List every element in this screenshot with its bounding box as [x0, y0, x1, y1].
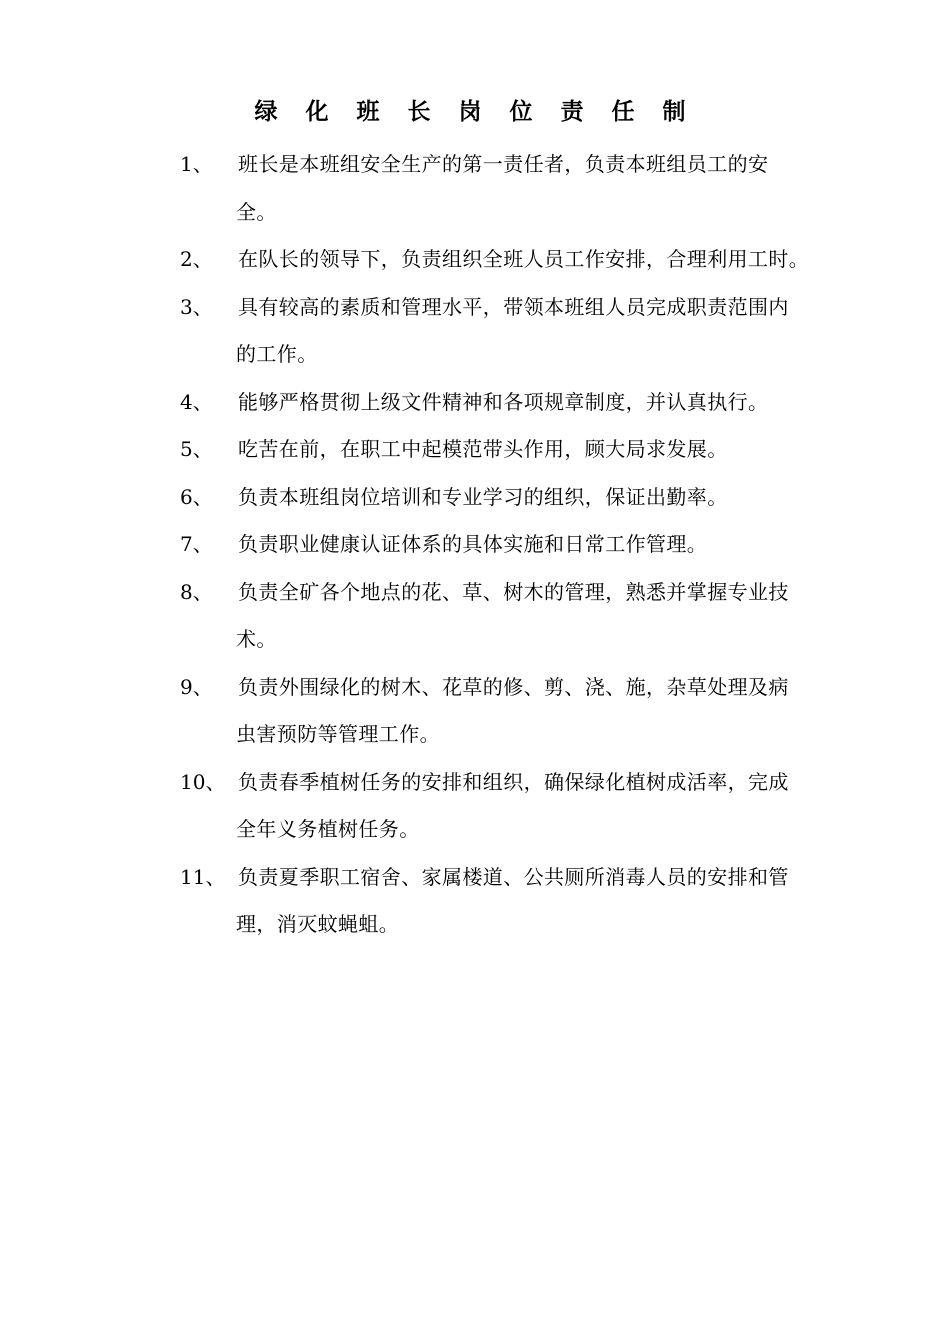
item-number: 6、 [180, 484, 213, 509]
item-text-line: 负责全矿各个地点的花、草、树木的管理，熟悉并掌握专业技 [238, 579, 789, 604]
item-number: 2、 [180, 247, 213, 271]
item-text-line: 术。 [236, 627, 277, 651]
list-item [180, 379, 850, 427]
list-item [180, 426, 850, 474]
item-text [238, 379, 844, 427]
list-item [180, 664, 850, 759]
item-text-line: 负责夏季职工宿舍、家属楼道、公共厕所消毒人员的安排和管 [238, 864, 789, 889]
item-text [238, 569, 844, 664]
item-text-line: 班长是本班组安全生产的第一责任者，负责本班组员工的安 [238, 152, 769, 176]
item-number: 4、 [180, 389, 213, 414]
list-item [180, 521, 850, 569]
item-text-line: 能够严格贯彻上级文件精神和各项规章制度，并认真执行。 [238, 389, 769, 414]
item-text [238, 759, 844, 854]
list-item [180, 474, 850, 522]
item-text-line: 吃苦在前，在职工中起模范带头作用，顾大局求发展。 [238, 437, 728, 461]
item-text [238, 426, 844, 474]
item-number: 3、 [180, 294, 213, 319]
item-text-line: 理，消灭蚊蝇蛆。 [236, 912, 400, 936]
item-text [238, 664, 844, 759]
item-text [238, 521, 844, 569]
item-text-line: 的工作。 [236, 342, 318, 366]
item-number: 1、 [180, 152, 213, 176]
item-text-line: 负责春季植树任务的安排和组织，确保绿化植树成活率，完成 [238, 769, 789, 794]
item-text [238, 474, 844, 522]
item-number: 9、 [180, 674, 213, 699]
page-title: 绿 化 班 长 岗 位 责 任 制 [254, 99, 696, 125]
item-text [238, 854, 844, 949]
list-item [180, 854, 850, 949]
item-number: 8、 [180, 579, 213, 604]
responsibility-list [180, 141, 850, 949]
item-text [238, 236, 844, 284]
item-number: 5、 [180, 437, 213, 461]
item-text-line: 负责外围绿化的树木、花草的修、剪、浇、施，杂草处理及病 [238, 674, 789, 699]
item-text-line: 全年义务植树任务。 [236, 817, 420, 841]
item-text-line: 在队长的领导下，负责组织全班人员工作安排，合理利用工时。 [238, 247, 810, 271]
item-text [238, 141, 844, 236]
list-item [180, 569, 850, 664]
item-number: 11、 [180, 864, 226, 889]
item-text-line: 具有较高的素质和管理水平，带领本班组人员完成职责范围内 [238, 294, 789, 319]
list-item [180, 284, 850, 379]
item-number: 10、 [180, 769, 226, 794]
list-item [180, 759, 850, 854]
item-text-line: 负责职业健康认证体系的具体实施和日常工作管理。 [238, 532, 708, 556]
item-number: 7、 [180, 532, 213, 556]
item-text-line: 负责本班组岗位培训和专业学习的组织，保证出勤率。 [238, 484, 728, 509]
item-text-line: 全。 [236, 199, 277, 224]
item-text [238, 284, 844, 379]
list-item [180, 236, 850, 284]
item-text-line: 虫害预防等管理工作。 [236, 722, 440, 746]
list-item [180, 141, 850, 236]
